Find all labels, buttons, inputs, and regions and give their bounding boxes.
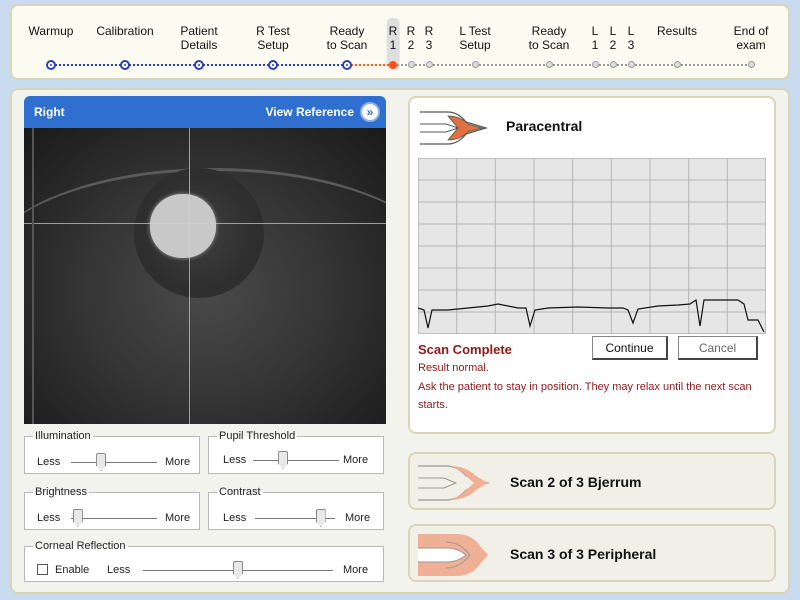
corneal-reflection-title: Corneal Reflection: [35, 540, 126, 552]
corneal-reflection-enable-label[interactable]: Enable: [55, 564, 90, 576]
double-chevron-down-icon[interactable]: »: [360, 102, 380, 122]
cancel-button[interactable]: Cancel: [678, 336, 758, 360]
continue-button[interactable]: Continue: [592, 336, 668, 360]
progress-step-marker: [628, 61, 635, 68]
exam-progress-bar: [10, 4, 790, 80]
pupil-threshold-slider-thumb[interactable]: [278, 451, 288, 469]
progress-step-label: L 1: [591, 24, 599, 52]
corneal-reflection-enable-checkbox[interactable]: [37, 564, 48, 575]
progress-step-label: R 1: [387, 18, 400, 70]
progress-step-label: Patient Details: [180, 24, 218, 52]
progress-step-marker: [592, 61, 599, 68]
progress-step-label: Warmup: [28, 24, 74, 38]
frame-edge: [32, 128, 34, 424]
progress-step-label: L 3: [627, 24, 635, 52]
pupil: [150, 194, 216, 258]
pupil-threshold-slider-track[interactable]: [253, 460, 339, 462]
progress-step-marker: [748, 61, 755, 68]
progress-step-marker: [674, 61, 681, 68]
queued-scan-label: Scan 3 of 3 Peripheral: [510, 546, 657, 562]
progress-step-marker: [194, 60, 204, 70]
eye-camera-view: [24, 128, 386, 424]
contrast-slider-thumb[interactable]: [316, 509, 326, 527]
pupil-threshold-less-label: Less: [223, 454, 247, 466]
current-scan-panel: [408, 96, 776, 434]
progress-connector: [475, 64, 549, 66]
scan-instruction-text: Ask the patient to stay in position. They may relax until the next scan starts.: [418, 381, 752, 411]
pupil-threshold-title: Pupil Threshold: [219, 430, 296, 442]
progress-step-label: R 3: [424, 24, 434, 52]
illumination-control: [24, 430, 200, 474]
contrast-less-label: Less: [223, 512, 247, 524]
pupil-threshold-control: [208, 430, 384, 474]
pupil-threshold-more-label: More: [343, 454, 369, 466]
progress-connector: [273, 64, 347, 66]
progress-step-marker: [342, 60, 352, 70]
progress-connector: [347, 64, 393, 66]
progress-step-marker: [426, 61, 433, 68]
brightness-less-label: Less: [37, 512, 61, 524]
contrast-more-label: More: [345, 512, 371, 524]
corneal-reflection-control: [24, 540, 384, 582]
eye-side-label: Right: [34, 105, 65, 119]
peripheral-scan-icon: [416, 530, 490, 580]
brightness-slider-track[interactable]: [71, 518, 157, 520]
queued-scan-label: Scan 2 of 3 Bjerrum: [510, 474, 642, 490]
progress-step-label: R 2: [406, 24, 416, 52]
progress-connector: [125, 64, 199, 66]
progress-step-marker: [46, 60, 56, 70]
view-reference-label: View Reference: [265, 105, 354, 119]
progress-step-marker: [268, 60, 278, 70]
progress-step-marker: [120, 60, 130, 70]
progress-step-marker: [546, 61, 553, 68]
brightness-more-label: More: [165, 512, 191, 524]
progress-connector: [199, 64, 273, 66]
camera-header: [24, 96, 386, 128]
progress-connector: [631, 64, 677, 66]
progress-step-marker: [610, 61, 617, 68]
progress-step-label: Ready to Scan: [326, 24, 368, 52]
contrast-title: Contrast: [219, 486, 261, 498]
progress-step-label: L 2: [609, 24, 617, 52]
contrast-control: [208, 486, 384, 530]
illumination-slider-track[interactable]: [71, 462, 157, 464]
illumination-slider-thumb[interactable]: [96, 453, 106, 471]
progress-connector: [549, 64, 595, 66]
scan-status: Scan Complete: [418, 342, 512, 357]
progress-step-label: L Test Setup: [459, 24, 491, 52]
illumination-less-label: Less: [37, 456, 61, 468]
progress-step-marker: [389, 61, 397, 69]
queued-scan-peripheral: [408, 524, 776, 582]
queued-scan-bjerrum: [408, 452, 776, 510]
illumination-title: Illumination: [35, 430, 91, 442]
progress-step-marker: [408, 61, 415, 68]
scan-title: Paracentral: [506, 118, 583, 134]
progress-step-label: Calibration: [96, 24, 154, 38]
progress-step-label: End of exam: [733, 24, 769, 52]
bjerrum-scan-icon: [416, 458, 490, 508]
brightness-title: Brightness: [35, 486, 87, 498]
corneal-reflection-less-label: Less: [107, 564, 131, 576]
corneal-reflection-more-label: More: [343, 564, 369, 576]
progress-step-label: Results: [656, 24, 698, 38]
scan-result-text: Result normal.: [418, 362, 489, 374]
view-reference-button[interactable]: [266, 102, 381, 122]
scan-waveform-graph: [418, 158, 766, 334]
crosshair-horizontal: [24, 223, 386, 224]
camera-panel: [24, 96, 386, 426]
brightness-control: [24, 486, 200, 530]
crosshair-vertical: [189, 128, 190, 424]
progress-step-marker: [472, 61, 479, 68]
progress-connector: [429, 64, 475, 66]
corneal-reflection-slider-thumb[interactable]: [233, 561, 243, 579]
progress-connector: [677, 64, 751, 66]
paracentral-scan-icon: [418, 102, 488, 154]
progress-step-label: Ready to Scan: [528, 24, 570, 52]
brightness-slider-thumb[interactable]: [73, 509, 83, 527]
main-panel: [10, 88, 790, 594]
progress-connector: [51, 64, 125, 66]
progress-step-label: R Test Setup: [256, 24, 290, 52]
illumination-more-label: More: [165, 456, 191, 468]
